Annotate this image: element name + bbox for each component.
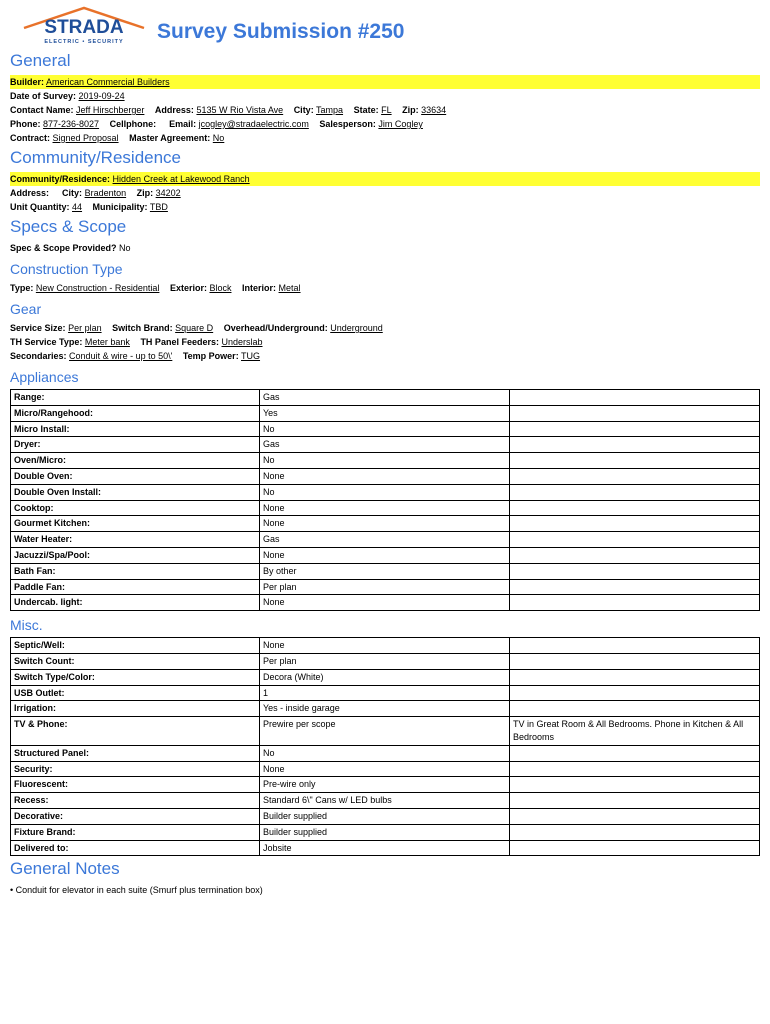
row-note xyxy=(510,701,760,717)
table-row xyxy=(11,793,760,809)
row-note xyxy=(510,761,760,777)
row-value: No xyxy=(260,421,510,437)
row-label: Fixture Brand: xyxy=(11,824,260,840)
row-label: Micro/Rangehood: xyxy=(11,405,260,421)
row-note xyxy=(510,824,760,840)
row-label: Micro Install: xyxy=(11,421,260,437)
row-note xyxy=(510,516,760,532)
table-row xyxy=(11,579,760,595)
construction-line: Type: New Construction - Residential Exterior: Block Interior: Metal xyxy=(10,283,301,293)
table-row xyxy=(11,405,760,421)
survey-content xyxy=(10,48,760,895)
row-label: Delivered to: xyxy=(11,840,260,856)
row-label: Undercab. light: xyxy=(11,595,260,611)
phone-link[interactable]: 877-236-8027 xyxy=(43,119,100,129)
row-note: TV in Great Room & All Bedrooms. Phone in Kitchen & All Bedrooms xyxy=(510,717,760,746)
builder-link[interactable]: American Commercial Builders xyxy=(46,77,170,87)
table-row xyxy=(11,669,760,685)
row-note xyxy=(510,547,760,563)
section-heading-construction: Construction Type xyxy=(10,261,123,277)
misc-table-body xyxy=(11,638,760,856)
appliances-table-body xyxy=(11,390,760,611)
row-note xyxy=(510,638,760,654)
row-note xyxy=(510,745,760,761)
row-note xyxy=(510,484,760,500)
row-label: TV & Phone: xyxy=(11,717,260,746)
section-heading-community: Community/Residence xyxy=(10,148,182,167)
row-value: None xyxy=(260,468,510,484)
table-row xyxy=(11,840,760,856)
notes-list xyxy=(10,885,760,895)
page-header xyxy=(10,6,750,46)
row-value: Builder supplied xyxy=(260,824,510,840)
appliances-table xyxy=(10,389,760,611)
table-row xyxy=(11,824,760,840)
table-row xyxy=(11,390,760,406)
row-note xyxy=(510,777,760,793)
table-row xyxy=(11,516,760,532)
row-label: Jacuzzi/Spa/Pool: xyxy=(11,547,260,563)
row-value: Builder supplied xyxy=(260,808,510,824)
row-note xyxy=(510,653,760,669)
page-title: Survey Submission #250 xyxy=(157,20,405,43)
row-value: No xyxy=(260,453,510,469)
row-value: Gas xyxy=(260,390,510,406)
row-value: 1 xyxy=(260,685,510,701)
row-value: None xyxy=(260,761,510,777)
row-value: Per plan xyxy=(260,579,510,595)
row-note xyxy=(510,405,760,421)
row-value: Standard 6\" Cans w/ LED bulbs xyxy=(260,793,510,809)
strada-logo xyxy=(22,6,147,46)
row-label: Decorative: xyxy=(11,808,260,824)
date-line: Date of Survey: 2019-09-24 xyxy=(10,91,125,101)
row-value: Decora (White) xyxy=(260,669,510,685)
table-row xyxy=(11,653,760,669)
row-value: None xyxy=(260,595,510,611)
row-label: Gourmet Kitchen: xyxy=(11,516,260,532)
row-value: Yes xyxy=(260,405,510,421)
row-note xyxy=(510,579,760,595)
row-note xyxy=(510,793,760,809)
row-value: None xyxy=(260,500,510,516)
row-note xyxy=(510,685,760,701)
row-value: None xyxy=(260,547,510,563)
table-row xyxy=(11,468,760,484)
table-row xyxy=(11,532,760,548)
row-note xyxy=(510,421,760,437)
row-label: Paddle Fan: xyxy=(11,579,260,595)
row-note xyxy=(510,500,760,516)
table-row xyxy=(11,701,760,717)
table-row xyxy=(11,777,760,793)
table-row xyxy=(11,745,760,761)
row-label: Bath Fan: xyxy=(11,563,260,579)
table-row xyxy=(11,453,760,469)
row-label: USB Outlet: xyxy=(11,685,260,701)
row-value: Jobsite xyxy=(260,840,510,856)
section-heading-appliances: Appliances xyxy=(10,369,79,385)
email-link[interactable]: jcogley@stradaelectric.com xyxy=(198,119,309,129)
row-note xyxy=(510,669,760,685)
row-note xyxy=(510,532,760,548)
table-row xyxy=(11,563,760,579)
table-row xyxy=(11,595,760,611)
table-row xyxy=(11,484,760,500)
row-value: Pre-wire only xyxy=(260,777,510,793)
table-row xyxy=(11,761,760,777)
row-label: Fluorescent: xyxy=(11,777,260,793)
row-label: Security: xyxy=(11,761,260,777)
unit-line: Unit Quantity: 44 Municipality: TBD xyxy=(10,202,168,212)
row-label: Oven/Micro: xyxy=(11,453,260,469)
row-value: By other xyxy=(260,563,510,579)
row-label: Septic/Well: xyxy=(11,638,260,654)
table-row xyxy=(11,500,760,516)
misc-table xyxy=(10,637,760,856)
table-row xyxy=(11,685,760,701)
svg-text:ELECTRIC • SECURITY: ELECTRIC • SECURITY xyxy=(44,39,124,45)
gear-line-3: Secondaries: Conduit & wire - up to 50\' Temp Power: TUG xyxy=(10,351,261,361)
phone-line: Phone: 877-236-8027 Cellphone: Email: jcogley@stradaelectric.com Salesperson: Jim Cogley xyxy=(10,119,423,129)
row-value: No xyxy=(260,484,510,500)
row-label: Irrigation: xyxy=(11,701,260,717)
table-row xyxy=(11,638,760,654)
community-line: Community/Residence: Hidden Creek at Lakewood Ranch xyxy=(10,172,760,186)
row-value: No xyxy=(260,745,510,761)
specs-line: Spec & Scope Provided? No xyxy=(10,243,131,253)
section-heading-general: General xyxy=(10,51,71,70)
row-note xyxy=(510,840,760,856)
community-address-line: Address: City: Bradenton Zip: 34202 xyxy=(10,188,181,198)
row-label: Recess: xyxy=(11,793,260,809)
section-heading-misc: Misc. xyxy=(10,617,43,634)
row-note xyxy=(510,468,760,484)
row-value: Gas xyxy=(260,532,510,548)
row-label: Dryer: xyxy=(11,437,260,453)
contract-line: Contract: Signed Proposal Master Agreement: No xyxy=(10,133,225,143)
gear-line-1: Service Size: Per plan Switch Brand: Square D Overhead/Underground: Underground xyxy=(10,323,383,333)
row-note xyxy=(510,390,760,406)
svg-text:STRADA: STRADA xyxy=(44,17,124,38)
gear-line-2: TH Service Type: Meter bank TH Panel Feeders: Underslab xyxy=(10,337,263,347)
row-label: Structured Panel: xyxy=(11,745,260,761)
contact-line: Contact Name: Jeff Hirschberger Address: 5135 W Rio Vista Ave City: Tampa State: FL Zip: 33634 xyxy=(10,105,447,115)
row-note xyxy=(510,808,760,824)
row-label: Switch Count: xyxy=(11,653,260,669)
row-value: Per plan xyxy=(260,653,510,669)
row-value: None xyxy=(260,638,510,654)
row-value: Yes - inside garage xyxy=(260,701,510,717)
row-value: None xyxy=(260,516,510,532)
section-heading-notes: General Notes xyxy=(10,859,120,879)
table-row xyxy=(11,547,760,563)
row-value: Prewire per scope xyxy=(260,717,510,746)
row-value: Gas xyxy=(260,437,510,453)
table-row xyxy=(11,437,760,453)
row-label: Switch Type/Color: xyxy=(11,669,260,685)
row-label: Double Oven: xyxy=(11,468,260,484)
table-row xyxy=(11,808,760,824)
row-label: Range: xyxy=(11,390,260,406)
row-note xyxy=(510,563,760,579)
row-note xyxy=(510,437,760,453)
row-note xyxy=(510,595,760,611)
row-note xyxy=(510,453,760,469)
section-heading-gear: Gear xyxy=(10,301,42,317)
table-row xyxy=(11,717,760,746)
note-item: • Conduit for elevator in each suite (Smurf plus termination box) xyxy=(10,885,263,896)
row-label: Double Oven Install: xyxy=(11,484,260,500)
table-row xyxy=(11,421,760,437)
builder-line: Builder: American Commercial Builders xyxy=(10,75,760,89)
row-label: Water Heater: xyxy=(11,532,260,548)
row-label: Cooktop: xyxy=(11,500,260,516)
section-heading-specs: Specs & Scope xyxy=(10,217,127,236)
